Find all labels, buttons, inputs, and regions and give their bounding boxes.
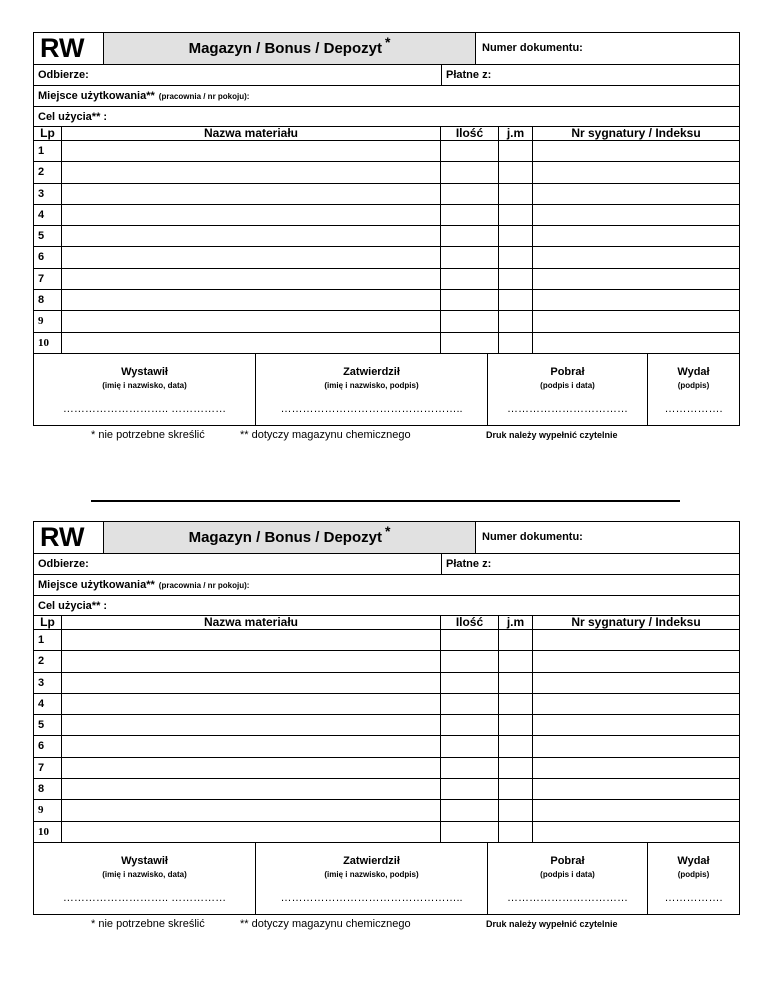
released-by-sublabel: (podpis) bbox=[677, 869, 710, 879]
table-row bbox=[33, 184, 740, 205]
recipient-row bbox=[33, 554, 740, 575]
name-cell[interactable] bbox=[62, 205, 441, 225]
form-title-text: Magazyn / Bonus / Depozyt bbox=[188, 40, 382, 57]
location-label: Miejsce użytkowania** bbox=[38, 579, 155, 591]
approved-by-sublabel: (imię i nazwisko, podpis) bbox=[324, 869, 419, 879]
unit-cell[interactable] bbox=[499, 800, 533, 820]
unit-cell[interactable] bbox=[499, 736, 533, 756]
location-row[interactable] bbox=[33, 575, 740, 596]
quantity-cell[interactable] bbox=[441, 269, 499, 289]
released-by-dots: ……………. bbox=[664, 891, 723, 904]
rw-label: RW bbox=[34, 33, 104, 64]
row-number: 9 bbox=[34, 800, 62, 820]
row-number: 4 bbox=[34, 694, 62, 714]
signature-cell[interactable] bbox=[533, 736, 739, 756]
collected-by-dots: …………………………… bbox=[507, 891, 628, 904]
name-cell[interactable] bbox=[62, 630, 441, 650]
signature-cell[interactable] bbox=[533, 715, 739, 735]
quantity-cell[interactable] bbox=[441, 205, 499, 225]
title-star: * bbox=[384, 34, 391, 50]
recipient-field[interactable]: Odbierze: bbox=[34, 554, 442, 574]
document-number-field[interactable]: Numer dokumentu: bbox=[482, 42, 583, 54]
quantity-cell[interactable] bbox=[441, 247, 499, 267]
released-by-dots: ……………. bbox=[664, 402, 723, 415]
location-label: Miejsce użytkowania** bbox=[38, 90, 155, 102]
table-header bbox=[33, 127, 740, 141]
document-number-field[interactable]: Numer dokumentu: bbox=[482, 531, 583, 543]
table-row bbox=[33, 333, 740, 354]
col-unit: j.m bbox=[499, 127, 533, 140]
footnote-strike: * nie potrzebne skreślić bbox=[91, 917, 205, 930]
name-cell[interactable] bbox=[62, 290, 441, 310]
unit-cell[interactable] bbox=[499, 758, 533, 778]
unit-cell[interactable] bbox=[499, 311, 533, 331]
name-cell[interactable] bbox=[62, 800, 441, 820]
table-row bbox=[33, 715, 740, 736]
col-name: Nazwa materiału bbox=[62, 616, 441, 629]
row-number: 5 bbox=[34, 715, 62, 735]
signature-cell[interactable] bbox=[533, 205, 739, 225]
name-cell[interactable] bbox=[62, 311, 441, 331]
approved-by-sublabel: (imię i nazwisko, podpis) bbox=[324, 380, 419, 390]
name-cell[interactable] bbox=[62, 736, 441, 756]
collected-by-box[interactable] bbox=[488, 354, 648, 425]
signature-cell[interactable] bbox=[533, 311, 739, 331]
released-by-box[interactable] bbox=[648, 843, 739, 914]
table-row bbox=[33, 736, 740, 757]
table-row bbox=[33, 247, 740, 268]
name-cell[interactable] bbox=[62, 141, 441, 161]
form-header bbox=[33, 32, 740, 65]
name-cell[interactable] bbox=[62, 162, 441, 182]
location-row[interactable] bbox=[33, 86, 740, 107]
name-cell[interactable] bbox=[62, 822, 441, 842]
table-row bbox=[33, 651, 740, 672]
signature-cell[interactable] bbox=[533, 162, 739, 182]
released-by-sublabel: (podpis) bbox=[677, 380, 710, 390]
footnotes bbox=[33, 426, 740, 442]
table-row bbox=[33, 800, 740, 821]
quantity-cell[interactable] bbox=[441, 226, 499, 246]
issued-by-label: Wystawił bbox=[121, 854, 168, 867]
row-number: 8 bbox=[34, 290, 62, 310]
form-title bbox=[104, 33, 476, 64]
quantity-cell[interactable] bbox=[441, 736, 499, 756]
col-quantity: Ilość bbox=[441, 127, 499, 140]
name-cell[interactable] bbox=[62, 184, 441, 204]
signature-cell[interactable] bbox=[533, 694, 739, 714]
table-row bbox=[33, 630, 740, 651]
unit-cell[interactable] bbox=[499, 141, 533, 161]
signature-section bbox=[33, 354, 740, 426]
row-number: 6 bbox=[34, 247, 62, 267]
signature-cell[interactable] bbox=[533, 630, 739, 650]
name-cell[interactable] bbox=[62, 673, 441, 693]
table-row bbox=[33, 226, 740, 247]
row-number: 7 bbox=[34, 758, 62, 778]
approved-by-dots: ………………………………………….. bbox=[280, 402, 463, 415]
unit-cell[interactable] bbox=[499, 715, 533, 735]
unit-cell[interactable] bbox=[499, 247, 533, 267]
table-row bbox=[33, 269, 740, 290]
released-by-box[interactable] bbox=[648, 354, 739, 425]
name-cell[interactable] bbox=[62, 715, 441, 735]
row-number: 7 bbox=[34, 269, 62, 289]
quantity-cell[interactable] bbox=[441, 141, 499, 161]
row-number: 10 bbox=[34, 822, 62, 842]
quantity-cell[interactable] bbox=[441, 694, 499, 714]
quantity-cell[interactable] bbox=[441, 333, 499, 353]
table-row bbox=[33, 290, 740, 311]
name-cell[interactable] bbox=[62, 247, 441, 267]
col-unit: j.m bbox=[499, 616, 533, 629]
footnote-legible: Druk należy wypełnić czytelnie bbox=[486, 918, 618, 929]
name-cell[interactable] bbox=[62, 226, 441, 246]
location-sublabel: (pracownia / nr pokoju): bbox=[158, 91, 250, 101]
form-title bbox=[104, 522, 476, 553]
payer-field[interactable]: Płatne z: bbox=[446, 69, 492, 81]
unit-cell[interactable] bbox=[499, 205, 533, 225]
unit-cell[interactable] bbox=[499, 651, 533, 671]
purpose-label: Cel użycia** : bbox=[38, 110, 108, 123]
quantity-cell[interactable] bbox=[441, 651, 499, 671]
unit-cell[interactable] bbox=[499, 269, 533, 289]
unit-cell[interactable] bbox=[499, 630, 533, 650]
signature-cell[interactable] bbox=[533, 758, 739, 778]
footnotes bbox=[33, 915, 740, 931]
col-signature: Nr sygnatury / Indeksu bbox=[571, 126, 701, 140]
purpose-row[interactable] bbox=[33, 107, 740, 127]
rw-form-top bbox=[33, 32, 740, 442]
footnote-strike: * nie potrzebne skreślić bbox=[91, 428, 205, 441]
unit-cell[interactable] bbox=[499, 673, 533, 693]
collected-by-box[interactable] bbox=[488, 843, 648, 914]
purpose-label: Cel użycia** : bbox=[38, 599, 108, 612]
collected-by-label: Pobrał bbox=[550, 854, 585, 867]
quantity-cell[interactable] bbox=[441, 673, 499, 693]
quantity-cell[interactable] bbox=[441, 715, 499, 735]
signature-cell[interactable] bbox=[533, 184, 739, 204]
quantity-cell[interactable] bbox=[441, 311, 499, 331]
collected-by-sublabel: (podpis i data) bbox=[540, 380, 595, 390]
cut-line bbox=[91, 500, 680, 502]
row-number: 4 bbox=[34, 205, 62, 225]
purpose-row[interactable] bbox=[33, 596, 740, 616]
signature-cell[interactable] bbox=[533, 800, 739, 820]
approved-by-label: Zatwierdził bbox=[343, 365, 400, 378]
row-number: 5 bbox=[34, 226, 62, 246]
rw-label: RW bbox=[34, 522, 104, 553]
quantity-cell[interactable] bbox=[441, 630, 499, 650]
approved-by-dots: ………………………………………….. bbox=[280, 891, 463, 904]
table-row bbox=[33, 141, 740, 162]
unit-cell[interactable] bbox=[499, 333, 533, 353]
form-title-text: Magazyn / Bonus / Depozyt bbox=[188, 529, 382, 546]
unit-cell[interactable] bbox=[499, 779, 533, 799]
unit-cell[interactable] bbox=[499, 290, 533, 310]
row-number: 2 bbox=[34, 651, 62, 671]
location-sublabel: (pracownia / nr pokoju): bbox=[158, 580, 250, 590]
unit-cell[interactable] bbox=[499, 184, 533, 204]
issued-by-sublabel: (imię i nazwisko, data) bbox=[102, 869, 187, 879]
signature-cell[interactable] bbox=[533, 141, 739, 161]
footnote-legible: Druk należy wypełnić czytelnie bbox=[486, 429, 618, 440]
col-lp: Lp bbox=[34, 127, 62, 140]
table-row bbox=[33, 779, 740, 800]
col-lp: Lp bbox=[34, 616, 62, 629]
name-cell[interactable] bbox=[62, 694, 441, 714]
unit-cell[interactable] bbox=[499, 162, 533, 182]
row-number: 10 bbox=[34, 333, 62, 353]
signature-cell[interactable] bbox=[533, 290, 739, 310]
table-row bbox=[33, 311, 740, 332]
unit-cell[interactable] bbox=[499, 226, 533, 246]
table-row bbox=[33, 822, 740, 843]
collected-by-sublabel: (podpis i data) bbox=[540, 869, 595, 879]
unit-cell[interactable] bbox=[499, 694, 533, 714]
approved-by-box[interactable] bbox=[256, 354, 488, 425]
row-number: 9 bbox=[34, 311, 62, 331]
table-row bbox=[33, 205, 740, 226]
quantity-cell[interactable] bbox=[441, 822, 499, 842]
signature-cell[interactable] bbox=[533, 651, 739, 671]
row-number: 1 bbox=[34, 630, 62, 650]
name-cell[interactable] bbox=[62, 758, 441, 778]
unit-cell[interactable] bbox=[499, 822, 533, 842]
name-cell[interactable] bbox=[62, 779, 441, 799]
table-row bbox=[33, 673, 740, 694]
row-number: 3 bbox=[34, 673, 62, 693]
table-row bbox=[33, 758, 740, 779]
table-row bbox=[33, 694, 740, 715]
issued-by-box[interactable] bbox=[34, 354, 256, 425]
table-header bbox=[33, 616, 740, 630]
signature-cell[interactable] bbox=[533, 226, 739, 246]
issued-by-dots: ……………………….. …………… bbox=[62, 891, 227, 904]
signature-cell[interactable] bbox=[533, 779, 739, 799]
col-signature: Nr sygnatury / Indeksu bbox=[571, 615, 701, 629]
col-name: Nazwa materiału bbox=[62, 127, 441, 140]
signature-cell[interactable] bbox=[533, 269, 739, 289]
rw-form-bottom bbox=[33, 521, 740, 931]
issued-by-dots: ……………………….. …………… bbox=[62, 402, 227, 415]
table-body bbox=[33, 141, 740, 354]
recipient-field[interactable]: Odbierze: bbox=[34, 65, 442, 85]
footnote-chemical: ** dotyczy magazynu chemicznego bbox=[240, 428, 411, 441]
name-cell[interactable] bbox=[62, 333, 441, 353]
row-number: 2 bbox=[34, 162, 62, 182]
table-row bbox=[33, 162, 740, 183]
row-number: 3 bbox=[34, 184, 62, 204]
issued-by-sublabel: (imię i nazwisko, data) bbox=[102, 380, 187, 390]
issued-by-box[interactable] bbox=[34, 843, 256, 914]
quantity-cell[interactable] bbox=[441, 184, 499, 204]
approved-by-box[interactable] bbox=[256, 843, 488, 914]
col-quantity: Ilość bbox=[441, 616, 499, 629]
recipient-row bbox=[33, 65, 740, 86]
title-star: * bbox=[384, 523, 391, 539]
quantity-cell[interactable] bbox=[441, 290, 499, 310]
collected-by-label: Pobrał bbox=[550, 365, 585, 378]
row-number: 1 bbox=[34, 141, 62, 161]
quantity-cell[interactable] bbox=[441, 779, 499, 799]
issued-by-label: Wystawił bbox=[121, 365, 168, 378]
approved-by-label: Zatwierdził bbox=[343, 854, 400, 867]
quantity-cell[interactable] bbox=[441, 162, 499, 182]
row-number: 8 bbox=[34, 779, 62, 799]
payer-field[interactable]: Płatne z: bbox=[446, 558, 492, 570]
released-by-label: Wydał bbox=[677, 854, 710, 867]
signature-cell[interactable] bbox=[533, 673, 739, 693]
signature-section bbox=[33, 843, 740, 915]
quantity-cell[interactable] bbox=[441, 800, 499, 820]
released-by-label: Wydał bbox=[677, 365, 710, 378]
collected-by-dots: …………………………… bbox=[507, 402, 628, 415]
row-number: 6 bbox=[34, 736, 62, 756]
signature-cell[interactable] bbox=[533, 333, 739, 353]
signature-cell[interactable] bbox=[533, 822, 739, 842]
table-body bbox=[33, 630, 740, 843]
signature-cell[interactable] bbox=[533, 247, 739, 267]
footnote-chemical: ** dotyczy magazynu chemicznego bbox=[240, 917, 411, 930]
name-cell[interactable] bbox=[62, 651, 441, 671]
quantity-cell[interactable] bbox=[441, 758, 499, 778]
form-header bbox=[33, 521, 740, 554]
name-cell[interactable] bbox=[62, 269, 441, 289]
